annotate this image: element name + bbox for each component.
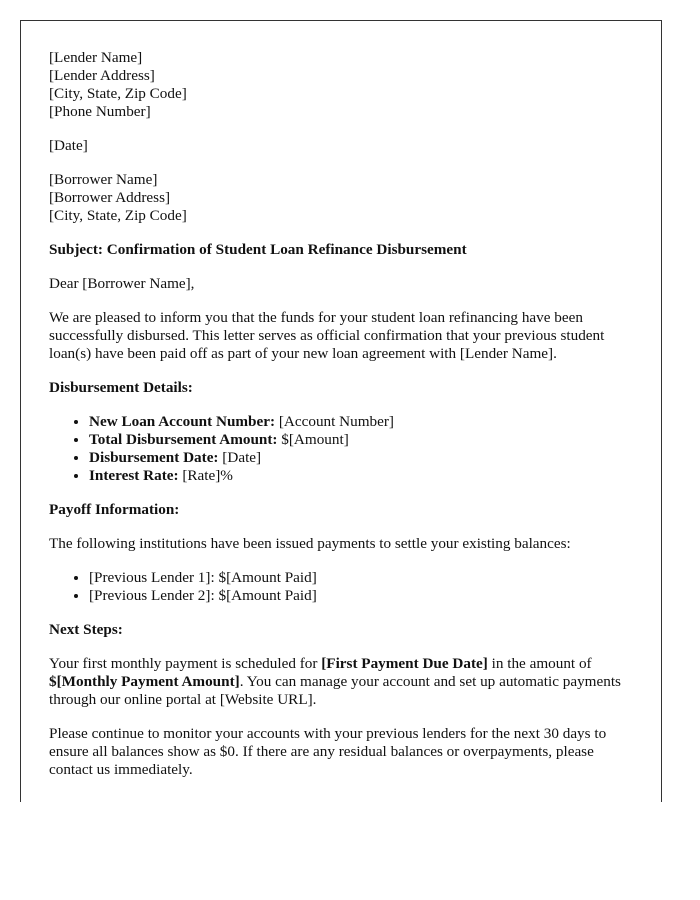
list-item: • [Previous Lender 2]: $[Amount Paid] <box>89 587 633 605</box>
intro-paragraph: We are pleased to inform you that the funds for your student loan refinancing have been successfully disbursed. This letter serves as official confirmation that your previous student loan(s) have been paid off as part of your new loan agreement with [Lender Name]. <box>49 309 605 362</box>
list-item <box>89 467 633 485</box>
sender-city-state-zip: [City, State, Zip Code] <box>49 85 187 102</box>
payoff-intro: The following institutions have been issued payments to settle your existing balances: <box>49 535 571 552</box>
next-steps-heading: Next Steps: <box>49 621 123 638</box>
text-segment: . You can manage your account and set up automatic payments through our online portal at [Website URL]. <box>49 673 621 708</box>
subject-line: Subject: Confirmation of Student Loan Refinance Disbursement <box>49 241 467 258</box>
monitor-paragraph: Please continue to monitor your accounts with your previous lenders for the next 30 days to ensure all balances show as $0. If there are any residual balances or overpayments, please contact us immediately. <box>49 725 607 778</box>
payoff-list <box>49 569 633 605</box>
item-label: New Loan Account Number: <box>89 413 276 430</box>
salutation: Dear [Borrower Name], <box>49 275 195 292</box>
sender-name: [Lender Name] <box>49 49 143 66</box>
sender-block <box>49 49 633 121</box>
list-item <box>89 431 633 449</box>
recipient-block <box>49 171 633 225</box>
sender-address: [Lender Address] <box>49 67 155 84</box>
sender-phone: [Phone Number] <box>49 103 151 120</box>
item-value: [Rate]% <box>178 467 233 484</box>
payoff-heading: Payoff Information: <box>49 501 180 518</box>
recipient-address: [Borrower Address] <box>49 189 171 206</box>
item-label: Disbursement Date: <box>89 449 219 466</box>
next-steps-paragraph <box>49 655 633 709</box>
monthly-payment-amount: $[Monthly Payment Amount] <box>49 673 240 690</box>
letter-date: [Date] <box>49 137 88 154</box>
list-item <box>89 449 633 467</box>
text-segment: in the amount of <box>487 655 592 672</box>
recipient-city-state-zip: [City, State, Zip Code] <box>49 207 187 224</box>
item-label: Total Disbursement Amount: <box>89 431 278 448</box>
item-label: Interest Rate: <box>89 467 179 484</box>
letter-viewport <box>20 20 662 802</box>
text-segment: Your first monthly payment is scheduled for <box>49 655 322 672</box>
list-item <box>89 413 633 431</box>
item-value: [Account Number] <box>275 413 394 430</box>
first-payment-date: [First Payment Due Date] <box>321 655 488 672</box>
item-value: $[Amount] <box>277 431 349 448</box>
recipient-name: [Borrower Name] <box>49 171 158 188</box>
letter-page <box>20 20 662 802</box>
item-value: [Date] <box>218 449 262 466</box>
disbursement-heading: Disbursement Details: <box>49 379 193 396</box>
list-item: • [Previous Lender 1]: $[Amount Paid] <box>89 569 633 587</box>
disbursement-list <box>49 413 633 485</box>
